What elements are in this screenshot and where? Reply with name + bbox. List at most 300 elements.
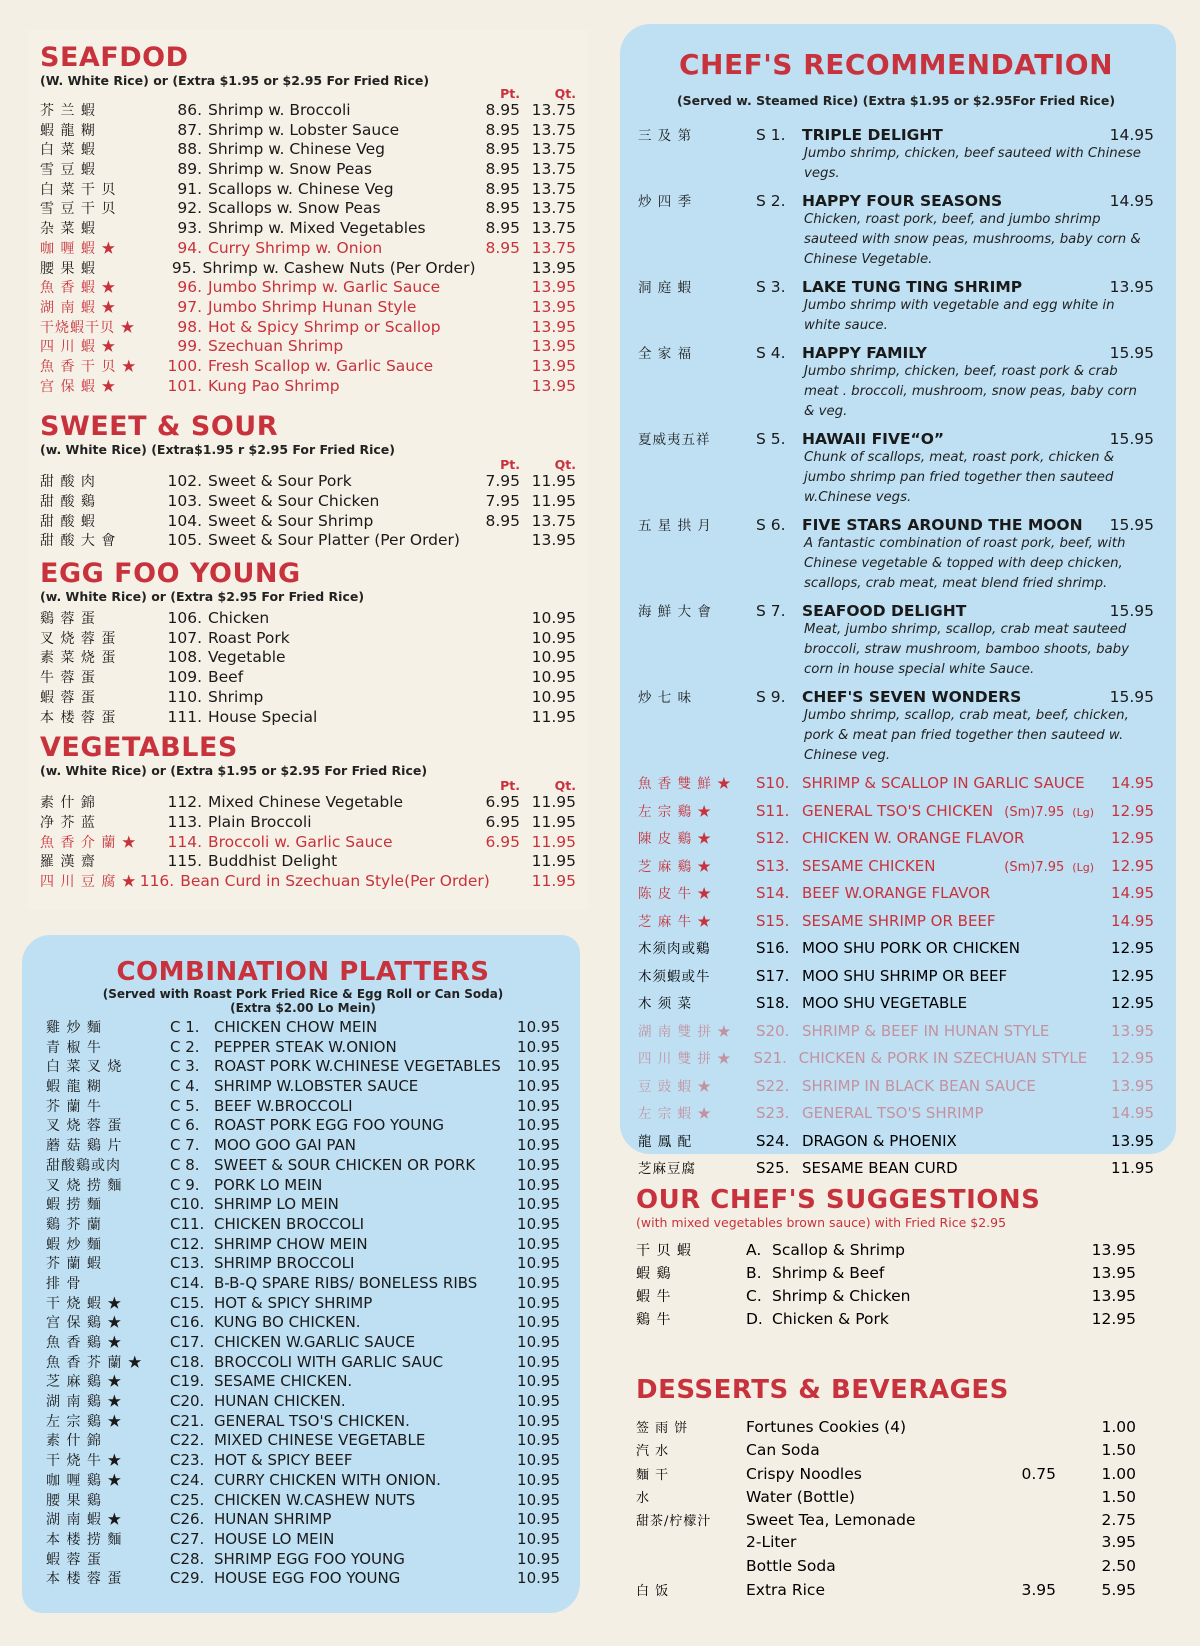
menu-item-row	[40, 491, 576, 511]
chef-item-row	[638, 1047, 1154, 1075]
item-price: 13.95	[1109, 278, 1154, 296]
chinese-name: 净 芥 蓝	[40, 814, 96, 831]
combo-item-row	[46, 1352, 560, 1372]
item-name: SESAME SHRIMP OR BEEF	[802, 911, 996, 930]
chef-title: CHEF'S RECOMMENDATION	[678, 48, 1114, 81]
menu-item-row	[40, 277, 576, 297]
chinese-name: 签 雨 饼	[636, 1421, 689, 1436]
item-number: 108.	[167, 648, 202, 667]
item-price: 10.95	[517, 1254, 560, 1273]
quart-price: 11.95	[531, 871, 576, 890]
item-name: Sweet & Sour Shrimp	[208, 511, 374, 530]
item-number: 97.	[177, 297, 202, 316]
item-number: C 4.	[170, 1077, 200, 1096]
menu-item-row	[40, 707, 576, 727]
chinese-name: 白 菜 叉 烧	[46, 1059, 123, 1076]
chinese-name: 夏威夷五祥	[638, 432, 711, 448]
item-number: C 2.	[170, 1037, 200, 1056]
item-price: 1.50	[1101, 1441, 1136, 1460]
combo-item-row	[46, 1411, 560, 1431]
item-name: CHICKEN & PORK IN SZECHUAN STYLE	[798, 1049, 1088, 1067]
item-number: C24.	[170, 1470, 205, 1489]
item-name: SESAME CHICKEN	[802, 856, 936, 875]
item-name: SHRIMP EGG FOO YOUNG	[214, 1549, 405, 1568]
pint-header: Pt.	[500, 86, 520, 101]
item-number: 110.	[167, 687, 202, 706]
item-name: Vegetable	[208, 648, 286, 667]
chinese-name: 叉 烧 捞 麵	[46, 1177, 123, 1194]
item-price: 12.95	[1111, 801, 1154, 820]
egg-foo-list	[40, 608, 576, 726]
chinese-name: 木须蝦或牛	[638, 968, 711, 985]
item-name: CURRY CHICKEN WITH ONION.	[214, 1470, 441, 1489]
chinese-name: 蝦 龍 糊	[40, 122, 96, 139]
item-price: 14.95	[1109, 126, 1154, 144]
item-name: SHRIMP & BEEF IN HUNAN STYLE	[802, 1021, 1050, 1040]
chef-item-row	[638, 992, 1154, 1020]
item-price: 10.95	[517, 1372, 560, 1391]
item-number: 98.	[177, 317, 202, 336]
menu-item-row	[40, 297, 576, 317]
pint-price: 8.95	[485, 101, 520, 119]
item-number: 91.	[177, 179, 202, 198]
item-price: 13.95	[1091, 1287, 1136, 1305]
chinese-name: 蝦 蓉 蛋	[40, 689, 96, 706]
menu-item-row	[40, 608, 576, 628]
quart-price: 13.75	[531, 219, 576, 238]
item-number: 94.	[177, 238, 202, 257]
quart-price: 13.95	[531, 258, 576, 277]
item-name: Bottle Soda	[746, 1556, 836, 1575]
item-name: ROAST PORK EGG FOO YOUNG	[214, 1116, 445, 1135]
chinese-name: 本 楼 蓉 蛋	[46, 1571, 123, 1588]
chinese-name: 鷄 牛	[636, 1312, 672, 1328]
suggestions-panel	[620, 1185, 1176, 1345]
chinese-name: 蘑 菇 鷄 片	[46, 1138, 123, 1155]
chinese-name: 甜 酸 鷄	[40, 494, 96, 510]
quart-price: 11.95	[531, 793, 576, 812]
item-name: SESAME CHICKEN.	[214, 1372, 353, 1391]
chef-special-head	[638, 190, 1154, 210]
item-price: 10.95	[517, 1234, 560, 1253]
item-name: PORK LO MEIN	[214, 1175, 323, 1194]
menu-item-row	[40, 667, 576, 687]
combo-item-row	[46, 1214, 560, 1234]
quart-price: 11.95	[531, 852, 576, 871]
item-number: S17.	[756, 966, 790, 985]
item-number: C17.	[170, 1333, 205, 1351]
seafood-subtitle: (W. White Rice) or (Extra $1.95 or $2.95 For Fried Rice)	[40, 73, 430, 88]
vegetables-list	[40, 792, 576, 890]
chinese-name: 甜茶/柠檬汁	[636, 1514, 712, 1530]
item-name: HOT & SPICY SHRIMP	[214, 1293, 373, 1312]
chef-item-row	[638, 1075, 1154, 1103]
item-number: C 9.	[170, 1175, 200, 1194]
quart-price: 10.95	[531, 668, 576, 687]
chef-subtitle: (Served w. Steamed Rice) (Extra $1.95 or $2.95For Fried Rice)	[676, 93, 1116, 108]
pint-price: 7.95	[485, 472, 520, 491]
item-number: 89.	[177, 160, 202, 179]
item-name: SHRIMP LO MEIN	[214, 1195, 339, 1214]
item-name: HAPPY FAMILY	[802, 344, 927, 362]
item-number: C 3.	[170, 1057, 200, 1076]
chinese-name: 麵 干	[636, 1467, 670, 1483]
item-price: 10.95	[517, 1057, 560, 1076]
desserts-panel	[620, 1375, 1176, 1625]
item-name: Shrimp	[208, 687, 264, 706]
seafood-list	[40, 100, 576, 395]
item-number: C18.	[170, 1352, 205, 1371]
chinese-name: 魚 香 蝦 ★	[40, 280, 117, 297]
small-size-price: (Sm)7.95	[1004, 859, 1065, 875]
quart-price: 11.95	[531, 492, 576, 510]
item-description: Chunk of scallops, meat, roast pork, chicken & jumbo shrimp pan fried together then sauteed w.Chinese vegs.	[804, 450, 1115, 505]
item-number: S22.	[756, 1076, 790, 1095]
item-price: 13.95	[1111, 1021, 1154, 1040]
menu-item-row	[40, 687, 576, 707]
chinese-name: 陳 皮 鷄 ★	[638, 831, 712, 847]
item-name: HOUSE LO MEIN	[214, 1529, 335, 1548]
item-number: 86.	[177, 101, 202, 119]
quart-header: Qt.	[554, 457, 576, 473]
chef-special-item	[638, 190, 1154, 270]
item-name: Broccoli w. Garlic Sauce	[208, 832, 393, 851]
item-name: Fortunes Cookies (4)	[746, 1418, 907, 1436]
suggestions-title: OUR CHEF'S SUGGESTIONS	[636, 1185, 1041, 1215]
chinese-name: 芝 麻 鷄 ★	[638, 858, 712, 875]
quart-price: 13.75	[531, 238, 576, 257]
item-price: 12.95	[1091, 1310, 1136, 1328]
chef-special-head	[638, 686, 1154, 706]
item-number: C11.	[170, 1214, 205, 1233]
chef-special-item	[638, 124, 1154, 184]
pint-price: 7.95	[485, 492, 520, 510]
item-number: S 7.	[756, 602, 786, 620]
item-price: 10.95	[517, 1333, 560, 1351]
item-number: C 5.	[170, 1096, 200, 1115]
item-price: 15.95	[1109, 344, 1154, 362]
item-number: 106.	[167, 609, 202, 628]
item-price: 10.95	[517, 1077, 560, 1096]
item-name: Mixed Chinese Vegetable	[208, 793, 404, 812]
item-name: HOT & SPICY BEEF	[214, 1451, 353, 1470]
combo-item-row	[46, 1017, 560, 1037]
item-number: S21.	[753, 1049, 787, 1067]
quart-price: 13.95	[531, 317, 576, 336]
item-name: Shrimp w. Broccoli	[208, 101, 351, 119]
item-number: 93.	[177, 219, 202, 238]
item-name: Jumbo Shrimp w. Garlic Sauce	[208, 278, 441, 297]
item-name: Sweet & Sour Platter (Per Order)	[208, 531, 460, 550]
item-name: HOUSE EGG FOO YOUNG	[214, 1569, 401, 1588]
chef-item-row	[638, 1157, 1154, 1185]
quart-header: Qt.	[554, 778, 576, 794]
item-number: C10.	[170, 1195, 205, 1214]
chinese-name: 雞 炒 麵	[46, 1020, 102, 1036]
chef-special-head	[638, 514, 1154, 534]
chef-item-row	[638, 910, 1154, 938]
dessert-row	[636, 1417, 1136, 1440]
dessert-row	[636, 1464, 1136, 1487]
combo-item-row	[46, 1430, 560, 1450]
quart-price: 11.95	[531, 707, 576, 726]
chinese-name: 陈 皮 牛 ★	[638, 886, 712, 902]
item-name: PEPPER STEAK W.ONION	[214, 1037, 397, 1056]
item-name: Plain Broccoli	[208, 812, 312, 831]
item-number: C12.	[170, 1234, 205, 1253]
item-number: S 4.	[756, 344, 786, 362]
item-number: S 5.	[756, 430, 786, 448]
small-size-price: (Sm)7.95	[1004, 804, 1065, 820]
chinese-name: 咖 喱 蝦 ★	[40, 240, 117, 257]
combo-item-row	[46, 1490, 560, 1510]
item-name: Szechuan Shrimp	[208, 337, 344, 356]
item-number: C29.	[170, 1569, 205, 1588]
item-name: SWEET & SOUR CHICKEN OR PORK	[214, 1155, 476, 1174]
chef-items-list	[638, 772, 1154, 1185]
item-name: Sweet Tea, Lemonade	[746, 1511, 916, 1530]
combo-item-row	[46, 1194, 560, 1214]
menu-item-row	[40, 871, 576, 891]
combo-item-row	[46, 1056, 560, 1076]
menu-item-row	[40, 258, 576, 278]
item-name: MOO GOO GAI PAN	[214, 1136, 356, 1155]
item-number: C14.	[170, 1273, 205, 1292]
item-letter: A.	[746, 1241, 762, 1259]
item-number: S16.	[756, 939, 790, 957]
menu-item-row	[40, 120, 576, 140]
chinese-name: 甜 酸 肉	[40, 474, 96, 491]
pint-price: 8.95	[485, 511, 520, 530]
item-price: 10.95	[517, 1352, 560, 1371]
item-price: 1.00	[1101, 1464, 1136, 1483]
item-number: S 2.	[756, 192, 786, 210]
item-price: 10.95	[517, 1293, 560, 1312]
item-price: 10.95	[517, 1214, 560, 1233]
menu-item-row	[40, 159, 576, 179]
chinese-name: 海 鮮 大 會	[638, 604, 712, 620]
chinese-name: 炒 七 味	[638, 690, 693, 706]
chinese-name: 干 烧 蝦 ★	[46, 1295, 123, 1312]
item-name: CHICKEN W. ORANGE FLAVOR	[802, 829, 1025, 847]
item-price: 2.75	[1101, 1511, 1136, 1530]
quart-price: 13.75	[531, 101, 576, 119]
item-price: 10.95	[517, 1490, 560, 1509]
pint-price: 6.95	[485, 812, 520, 831]
pint-price: 8.95	[485, 238, 520, 257]
chinese-name: 魚 香 介 蘭 ★	[40, 834, 137, 851]
item-name: Shrimp w. Lobster Sauce	[208, 120, 400, 139]
item-price: 14.95	[1111, 774, 1154, 792]
large-size-label: (Lg)	[1072, 860, 1094, 874]
item-price: 15.95	[1109, 688, 1154, 706]
item-number: C25.	[170, 1490, 205, 1509]
combo-item-row	[46, 1115, 560, 1135]
chinese-name: 宫 保 蝦 ★	[40, 378, 117, 395]
item-price: 14.95	[1111, 1104, 1154, 1122]
item-price: 10.95	[517, 1037, 560, 1056]
combo-item-row	[46, 1293, 560, 1313]
chinese-name: 本 楼 蓉 蛋	[40, 709, 117, 726]
chinese-name: 湖 南 蝦 ★	[46, 1512, 123, 1529]
item-number: S11.	[756, 801, 790, 820]
suggestion-row	[636, 1286, 1136, 1309]
item-number: 105.	[167, 531, 202, 550]
chinese-name: 干 贝 蝦	[636, 1243, 692, 1259]
item-name: Shrimp & Beef	[772, 1264, 885, 1282]
chinese-name: 四 川 雙 拼 ★	[638, 1051, 732, 1067]
chef-special-head	[638, 428, 1154, 448]
item-name: Water (Bottle)	[746, 1487, 855, 1506]
item-number: S14.	[756, 884, 790, 902]
chinese-name: 四 川 豆 腐 ★	[40, 873, 137, 890]
item-number: S15.	[756, 911, 790, 930]
item-price: 15.95	[1109, 602, 1154, 620]
item-price: 10.95	[517, 1392, 560, 1411]
item-number: 101.	[167, 376, 202, 395]
chef-special-item	[638, 600, 1154, 680]
item-price: 10.95	[517, 1096, 560, 1115]
chef-special-item	[638, 342, 1154, 422]
item-name: MOO SHU SHRIMP OR BEEF	[802, 966, 1008, 985]
quart-price: 11.95	[531, 812, 576, 831]
item-price: 10.95	[517, 1136, 560, 1155]
chef-special-item	[638, 686, 1154, 766]
combo-item-row	[46, 1135, 560, 1155]
item-price: 13.95	[1111, 1131, 1154, 1150]
suggestions-subtitle: (with mixed vegetables brown sauce) with Fried Rice $2.95	[636, 1215, 1007, 1230]
item-price: 3.95	[1101, 1533, 1136, 1552]
item-price: 14.95	[1109, 192, 1154, 210]
item-number: 95.	[171, 258, 197, 277]
item-price: 10.95	[517, 1175, 560, 1194]
item-number: S12.	[756, 829, 790, 847]
sweet-sour-title: SWEET & SOUR	[40, 411, 278, 443]
item-number: 107.	[167, 628, 202, 647]
item-number: 116.	[139, 871, 175, 890]
combo-item-row	[46, 1391, 560, 1411]
desserts-title: DESSERTS & BEVERAGES	[636, 1375, 1009, 1405]
combination-subtitle-extra: (Extra $2.00 Lo Mein)	[230, 1001, 376, 1015]
chinese-name: 蝦 龍 糊	[46, 1079, 102, 1096]
item-name: Can Soda	[746, 1441, 820, 1460]
chinese-name: 素 什 錦	[40, 795, 96, 812]
chinese-name: 羅 漢 齋	[40, 854, 96, 871]
item-name: Extra Rice	[746, 1581, 825, 1600]
quart-price: 13.95	[531, 356, 576, 375]
item-number: C19.	[170, 1372, 205, 1391]
item-name: CHICKEN BROCCOLI	[214, 1214, 365, 1233]
chinese-name: 魚 香 干 贝 ★	[40, 358, 137, 375]
item-description: Chicken, roast pork, beef, and jumbo shrimp sauteed with snow peas, mushrooms, baby corn & Chinese Vegetable.	[804, 212, 1141, 267]
chinese-name: 干 烧 牛 ★	[46, 1453, 123, 1470]
item-number: C15.	[170, 1293, 205, 1312]
item-name: Curry Shrimp w. Onion	[208, 238, 383, 257]
quart-price: 13.95	[531, 337, 576, 356]
item-number: C23.	[170, 1451, 205, 1470]
combo-item-row	[46, 1371, 560, 1391]
combo-item-row	[46, 1312, 560, 1332]
item-price: 10.95	[517, 1510, 560, 1529]
item-price: 12.95	[1111, 1049, 1154, 1067]
chinese-name: 水	[636, 1490, 651, 1506]
suggestion-row	[636, 1240, 1136, 1263]
item-description: Jumbo shrimp, chicken, beef, roast pork & crab meat . broccoli, mushroom, snow peas, baby corn & veg.	[804, 364, 1137, 419]
item-name: 2-Liter	[746, 1533, 797, 1552]
chef-item-row	[638, 965, 1154, 993]
large-size-label: (Lg)	[1072, 805, 1094, 819]
chinese-name: 白 菜 蝦	[40, 142, 96, 159]
item-name: HAPPY FOUR SEASONS	[802, 192, 1003, 210]
combo-item-row	[46, 1332, 560, 1352]
chef-special-head	[638, 124, 1154, 144]
item-price: 2.50	[1101, 1556, 1136, 1575]
item-price: 12.95	[1111, 856, 1154, 875]
item-name: Crispy Noodles	[746, 1464, 862, 1483]
chef-item-row	[638, 772, 1154, 800]
menu-item-row	[40, 356, 576, 376]
chinese-name: 左 宗 蝦 ★	[638, 1106, 712, 1122]
item-price: 10.95	[517, 1273, 560, 1292]
item-number: 99.	[177, 337, 202, 356]
item-name: BEEF W.ORANGE FLAVOR	[802, 884, 991, 902]
item-name: CHICKEN W.GARLIC SAUCE	[214, 1333, 416, 1351]
item-price: 13.95	[1111, 1076, 1154, 1095]
chinese-name: 湖 南 鷄 ★	[46, 1394, 123, 1411]
item-price: 12.95	[1111, 966, 1154, 985]
chinese-name: 蝦 炒 麵	[46, 1236, 102, 1253]
sweet-sour-list	[40, 471, 576, 550]
chef-special-head	[638, 342, 1154, 362]
item-price: 10.95	[517, 1195, 560, 1214]
chinese-name: 木须肉或鷄	[638, 941, 711, 957]
menu-item-row	[40, 317, 576, 337]
item-letter: C.	[746, 1287, 762, 1305]
pint-header: Pt.	[500, 457, 520, 473]
item-price: 12.95	[1111, 994, 1154, 1012]
menu-item-row	[40, 812, 576, 832]
item-number: 88.	[177, 140, 202, 159]
chef-panel	[620, 24, 1176, 1177]
combo-item-row	[46, 1037, 560, 1057]
menu-item-row	[40, 139, 576, 159]
chef-item-row	[638, 1102, 1154, 1130]
item-number: C28.	[170, 1549, 205, 1568]
item-number: S13.	[756, 856, 790, 875]
combination-subtitle: (Served with Roast Pork Fried Rice & Egg Roll or Can Soda)	[102, 987, 504, 1001]
pint-price: 8.95	[485, 160, 520, 179]
item-number: C 8.	[170, 1155, 200, 1174]
item-name: TRIPLE DELIGHT	[802, 126, 943, 144]
quart-price: 10.95	[531, 648, 576, 667]
vegetables-subtitle: (w. White Rice) or (Extra $1.95 or $2.95 For Fried Rice)	[40, 763, 428, 779]
chinese-name: 全 家 福	[638, 346, 693, 362]
chinese-name: 左 宗 鷄 ★	[46, 1413, 123, 1430]
item-name: ROAST PORK W.CHINESE VEGETABLES	[214, 1057, 501, 1076]
chinese-name: 青 椒 牛	[46, 1039, 102, 1056]
item-number: S 9.	[756, 688, 786, 706]
item-name: Beef	[208, 668, 244, 687]
quart-price: 13.95	[531, 297, 576, 316]
item-price: 10.95	[517, 1549, 560, 1568]
quart-price: 13.75	[531, 179, 576, 198]
item-price: 12.95	[1111, 939, 1154, 957]
menu-item-row	[40, 376, 576, 396]
item-description: Jumbo shrimp, scallop, crab meat, beef, chicken, pork & meat pan fried together then sauteed w. Chinese veg.	[804, 708, 1129, 763]
menu-item-row	[40, 647, 576, 667]
item-number: C 7.	[170, 1136, 200, 1155]
item-name: Hot & Spicy Shrimp or Scallop	[208, 317, 441, 336]
